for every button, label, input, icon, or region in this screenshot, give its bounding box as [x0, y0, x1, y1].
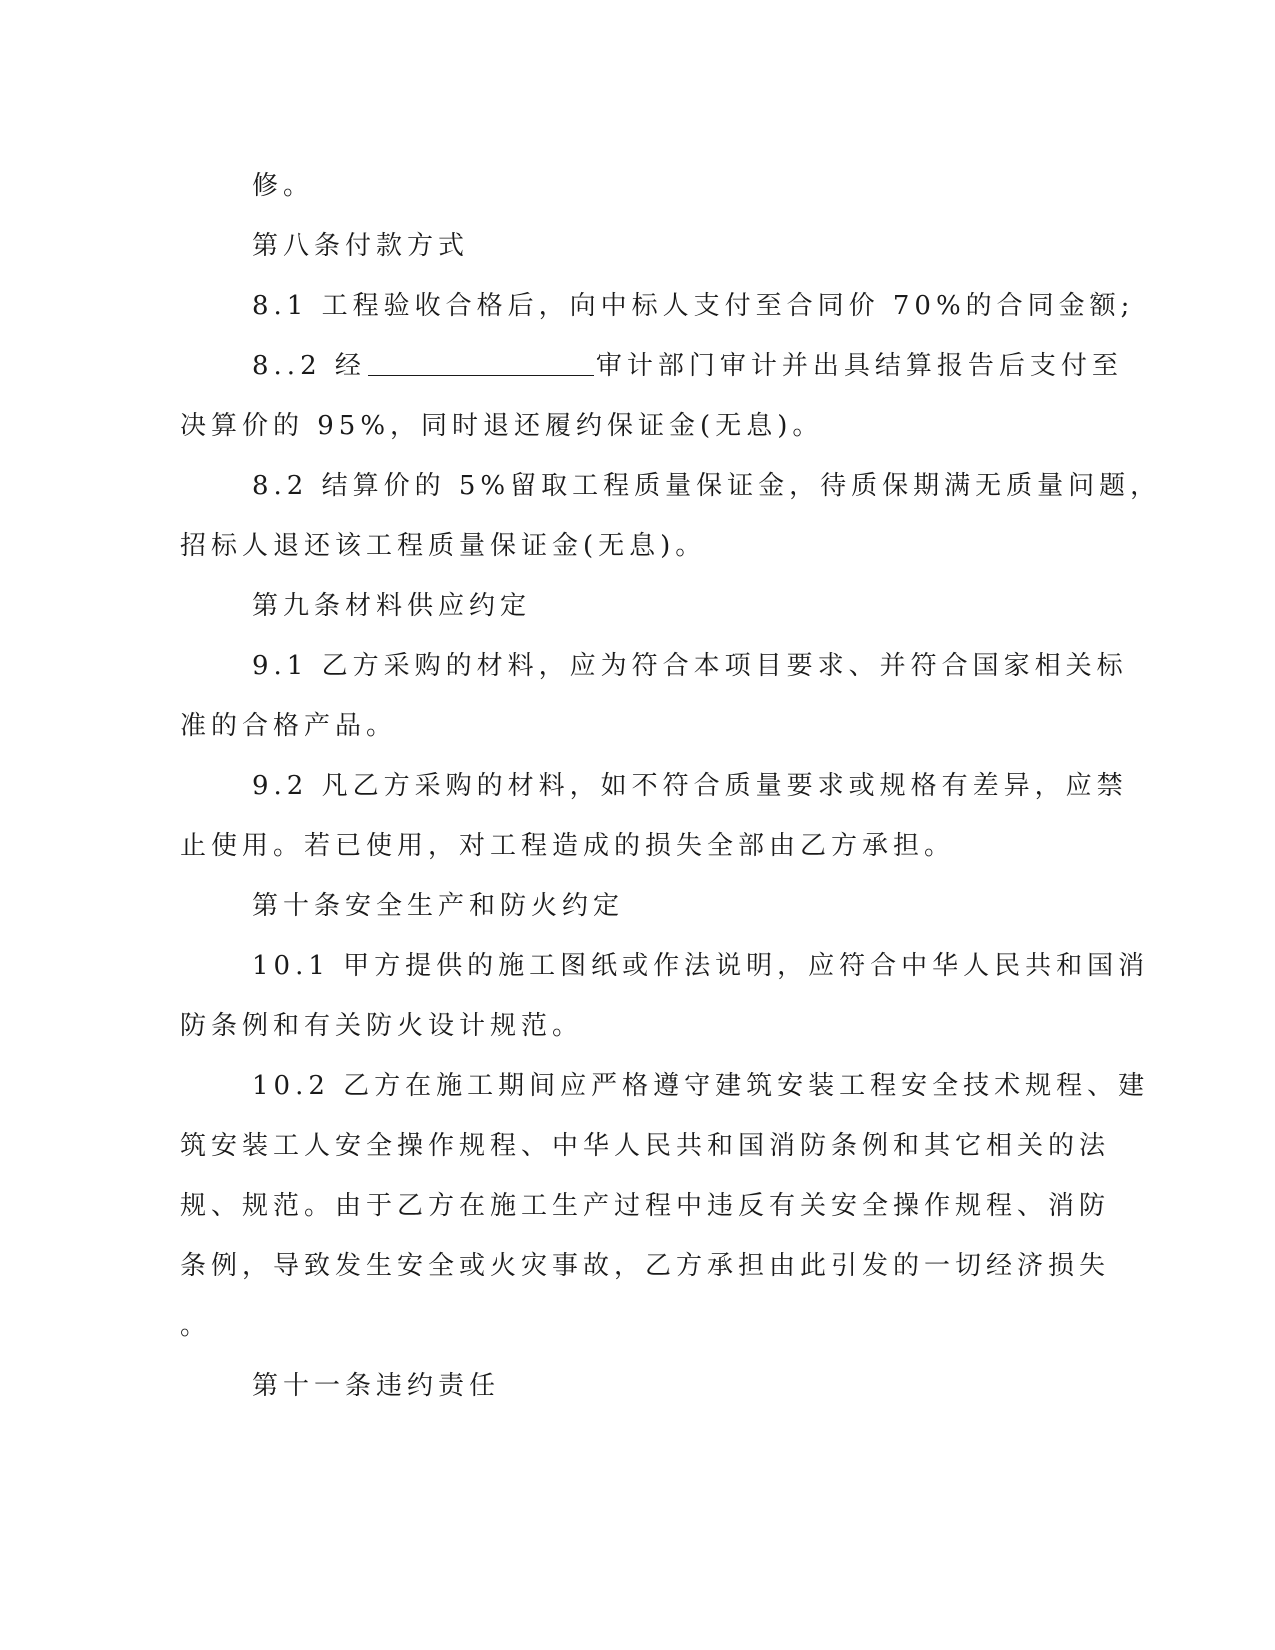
clause-10-2-continuation: 筑安装工人安全操作规程、中华人民共和国消防条例和其它相关的法	[180, 1131, 1111, 1161]
clause-8-1: 8.1 工程验收合格后，向中标人支付至合同价 70%的合同金额;	[252, 291, 1135, 321]
clause-10-1: 10.1 甲方提供的施工图纸或作法说明，应符合中华人民共和国消	[252, 951, 1150, 981]
document-body	[180, 156, 1162, 1416]
fill-in-blank	[368, 351, 594, 376]
clause-8-2-retention: 8.2 结算价的 5%留取工程质量保证金，待质保期满无质量问题，	[252, 471, 1162, 501]
clause-8-2-suffix: 审计部门审计并出具结算报告后支付至	[595, 351, 1123, 381]
clause-10-2-continuation: 条例，导致发生安全或火灾事故，乙方承担由此引发的一切经济损失	[180, 1251, 1111, 1281]
clause-10-1-continuation: 防条例和有关防火设计规范。	[180, 1011, 584, 1041]
section-heading-article-9: 第九条材料供应约定	[252, 591, 532, 621]
clause-9-2: 9.2 凡乙方采购的材料，如不符合质量要求或规格有差异，应禁	[252, 771, 1128, 801]
clause-10-2-continuation: 规、规范。由于乙方在施工生产过程中违反有关安全操作规程、消防	[180, 1191, 1111, 1221]
clause-9-1: 9.1 乙方采购的材料，应为符合本项目要求、并符合国家相关标	[252, 651, 1128, 681]
clause-10-2: 10.2 乙方在施工期间应严格遵守建筑安装工程安全技术规程、建	[252, 1071, 1150, 1101]
clause-9-1-continuation: 准的合格产品。	[180, 711, 398, 741]
clause-8-2-retention-continuation: 招标人退还该工程质量保证金(无息)。	[180, 531, 707, 561]
clause-8-2-first-line	[180, 336, 1123, 396]
section-heading-article-11: 第十一条违约责任	[252, 1371, 501, 1401]
clause-8-2-continuation: 决算价的 95%，同时退还履约保证金(无息)。	[180, 411, 824, 441]
section-heading-article-10: 第十条安全生产和防火约定	[252, 891, 625, 921]
section-heading-article-8: 第八条付款方式	[252, 231, 470, 261]
clause-8-2-prefix: 8..2 经	[252, 351, 366, 381]
clause-9-2-continuation: 止使用。若已使用，对工程造成的损失全部由乙方承担。	[180, 831, 956, 861]
clause-10-2-end: 。	[180, 1311, 212, 1341]
paragraph-line: 修。	[252, 171, 315, 201]
